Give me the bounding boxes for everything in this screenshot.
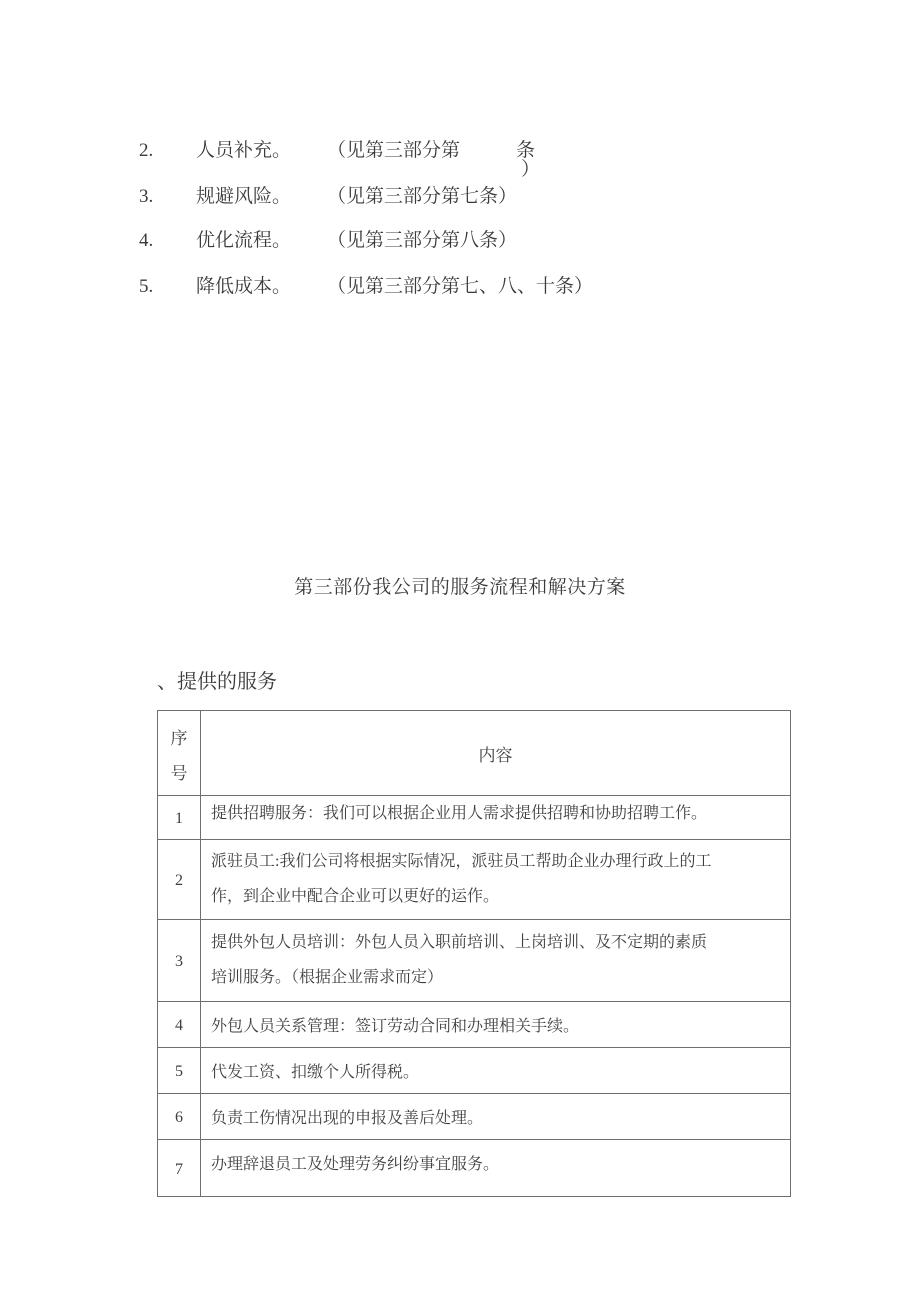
table-header-index-line1: 序 — [170, 729, 188, 748]
row-number: 4 — [158, 1002, 201, 1048]
services-table — [157, 710, 791, 1197]
list-item — [0, 228, 920, 254]
list-item-reference: （见第三部分第七条） — [327, 186, 518, 207]
list-item-label: 人员补充。 — [196, 140, 292, 161]
list-item — [0, 274, 920, 300]
list-item-reference-wrap: ） — [521, 159, 541, 180]
row-number: 7 — [158, 1140, 201, 1197]
list-item-reference: （见第三部分第 — [327, 140, 461, 161]
row-number: 2 — [158, 840, 201, 920]
list-item-reference-tail: 条 — [516, 140, 536, 161]
row-number: 5 — [158, 1048, 201, 1094]
list-item-number: 5. — [139, 276, 154, 297]
row-content: 负责工伤情况出现的申报及善后处理。 — [201, 1094, 791, 1140]
table-row — [158, 1048, 791, 1094]
list-item-label: 规避风险。 — [196, 186, 292, 207]
list-item — [0, 138, 920, 164]
table-row — [158, 840, 791, 920]
row-number: 6 — [158, 1094, 201, 1140]
table-row — [158, 1140, 791, 1197]
table-header-content: 内容 — [201, 711, 791, 796]
services-table-container — [157, 710, 787, 1178]
list-item-number: 4. — [139, 230, 154, 251]
section-title: 、提供的服务 — [157, 671, 277, 693]
row-content: 提供外包人员培训：外包人员入职前培训、上岗培训、及不定期的素质培训服务。（根据企业需求而定） — [201, 920, 791, 1002]
list-item-number: 3. — [139, 186, 154, 207]
row-content: 提供招聘服务：我们可以根据企业用人需求提供招聘和协助招聘工作。 — [201, 796, 791, 840]
list-item-reference: （见第三部分第七、八、十条） — [327, 276, 594, 297]
row-number: 3 — [158, 920, 201, 1002]
list-item-number: 2. — [139, 140, 154, 161]
row-content: 代发工资、扣缴个人所得税。 — [201, 1048, 791, 1094]
part-heading: 第三部份我公司的服务流程和解决方案 — [294, 577, 626, 598]
list-item-reference: （见第三部分第八条） — [327, 230, 518, 251]
table-row — [158, 1094, 791, 1140]
table-header-row — [158, 711, 791, 796]
list-item-label: 优化流程。 — [196, 230, 292, 251]
table-header-index — [158, 711, 201, 796]
table-row — [158, 796, 791, 840]
table-row — [158, 920, 791, 1002]
row-number: 1 — [158, 796, 201, 840]
row-content: 派驻员工:我们公司将根据实际情况，派驻员工帮助企业办理行政上的工作，到企业中配合企业可以更好的运作。 — [201, 840, 791, 920]
list-item-label: 降低成本。 — [196, 276, 292, 297]
table-header-index-line2: 号 — [170, 764, 188, 783]
table-row — [158, 1002, 791, 1048]
row-content: 办理辞退员工及处理劳务纠纷事宜服务。 — [201, 1140, 791, 1197]
row-content: 外包人员关系管理：签订劳动合同和办理相关手续。 — [201, 1002, 791, 1048]
list-item — [0, 184, 920, 210]
